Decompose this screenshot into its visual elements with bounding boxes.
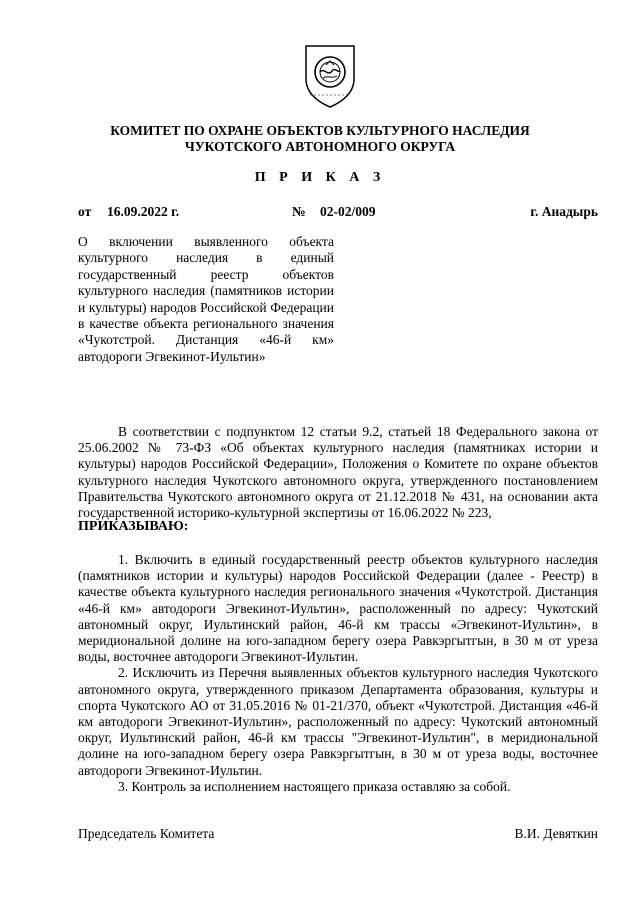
preamble-text: В соответствии с подпунктом 12 статьи 9.2, статьей 18 Федерального закона от 25.06.2002 № 73-ФЗ «Об объектах культурного наследия (памятниках истории и культуры) народов Российской Федерации», Положения о Комитете по охране объектов культурного наследия Чукотского автономного округа, утвержденного постановлением Правительства Чукотского автономного округа от 21.12.2018 № 431, на основании акта государственной историко-культурной экспертизы от 16.06.2022 № 223, bbox=[78, 424, 598, 521]
signatory-position: Председатель Комитета bbox=[78, 826, 215, 841]
order-items bbox=[78, 552, 598, 795]
order-item: 2. Исключить из Перечня выявленных объектов культурного наследия Чукотского автономного округа, утвержденного приказом Департамента образования, культуры и спорта Чукотского АО от 31.05.2016 № 01-21/370, объект «Чукотстрой. Дистанция «46-й км автодороги Эгвекинот-Иультин», расположенный по адресу: Чукотский автономный округ, Иультинский район, 46-й км трассы "Эгвекинот-Иультин", в меридиональной долине на юго-западном берегу озера Равкэргытгын, в 30 м от уреза воды, восточнее автодороги Эгвекинот-Иультин. bbox=[78, 665, 598, 778]
signatory-name: В.И. Девяткин bbox=[514, 826, 598, 841]
order-heading: ПРИКАЗЫВАЮ: bbox=[78, 519, 189, 534]
document-title: П Р И К А З bbox=[254, 170, 386, 185]
organization-line-2: ЧУКОТСКОГО АВТОНОМНОГО ОКРУГА bbox=[184, 139, 456, 154]
document-place: г. Анадырь bbox=[530, 204, 598, 219]
organization-line-1: КОМИТЕТ ПО ОХРАНЕ ОБЪЕКТОВ КУЛЬТУРНОГО НАСЛЕДИЯ bbox=[110, 123, 530, 138]
document-number: 02-02/009 bbox=[320, 204, 376, 219]
number-sign: № bbox=[292, 204, 306, 219]
document-subject: О включении выявленного объекта культурного наследия в единый государственный реестр объектов культурного наследия (памятников истории и культуры) народов Российской Федерации в качестве объекта регионального значения «Чукотстрой. Дистанция «46-й км» автодороги Эгвекинот-Иультин» bbox=[78, 234, 334, 364]
organization-header bbox=[0, 123, 640, 155]
coat-of-arms-icon bbox=[302, 43, 358, 109]
order-item: 1. Включить в единый государственный реестр объектов культурного наследия (памятников истории и культуры) народов Российской Федерации (далее - Реестр) в качестве объекта культурного наследия регионального значения «Чукотстрой. Дистанция «46-й км» автодороги Эгвекинот-Иультин», расположенный по адресу: Чукотский автономный округ, Иультинский район, 46-й км трассы «Эгвекинот-Иультин», в меридиональной долине на юго-западном берегу озера Равкэргытгын, в 30 м от уреза воды, восточнее автодороги Эгвекинот-Иультин. bbox=[78, 552, 598, 665]
document-date: 16.09.2022 г. bbox=[107, 204, 180, 219]
preamble bbox=[78, 424, 598, 521]
order-item: 3. Контроль за исполнением настоящего приказа оставляю за собой. bbox=[118, 778, 511, 794]
date-prefix: от bbox=[78, 204, 92, 219]
